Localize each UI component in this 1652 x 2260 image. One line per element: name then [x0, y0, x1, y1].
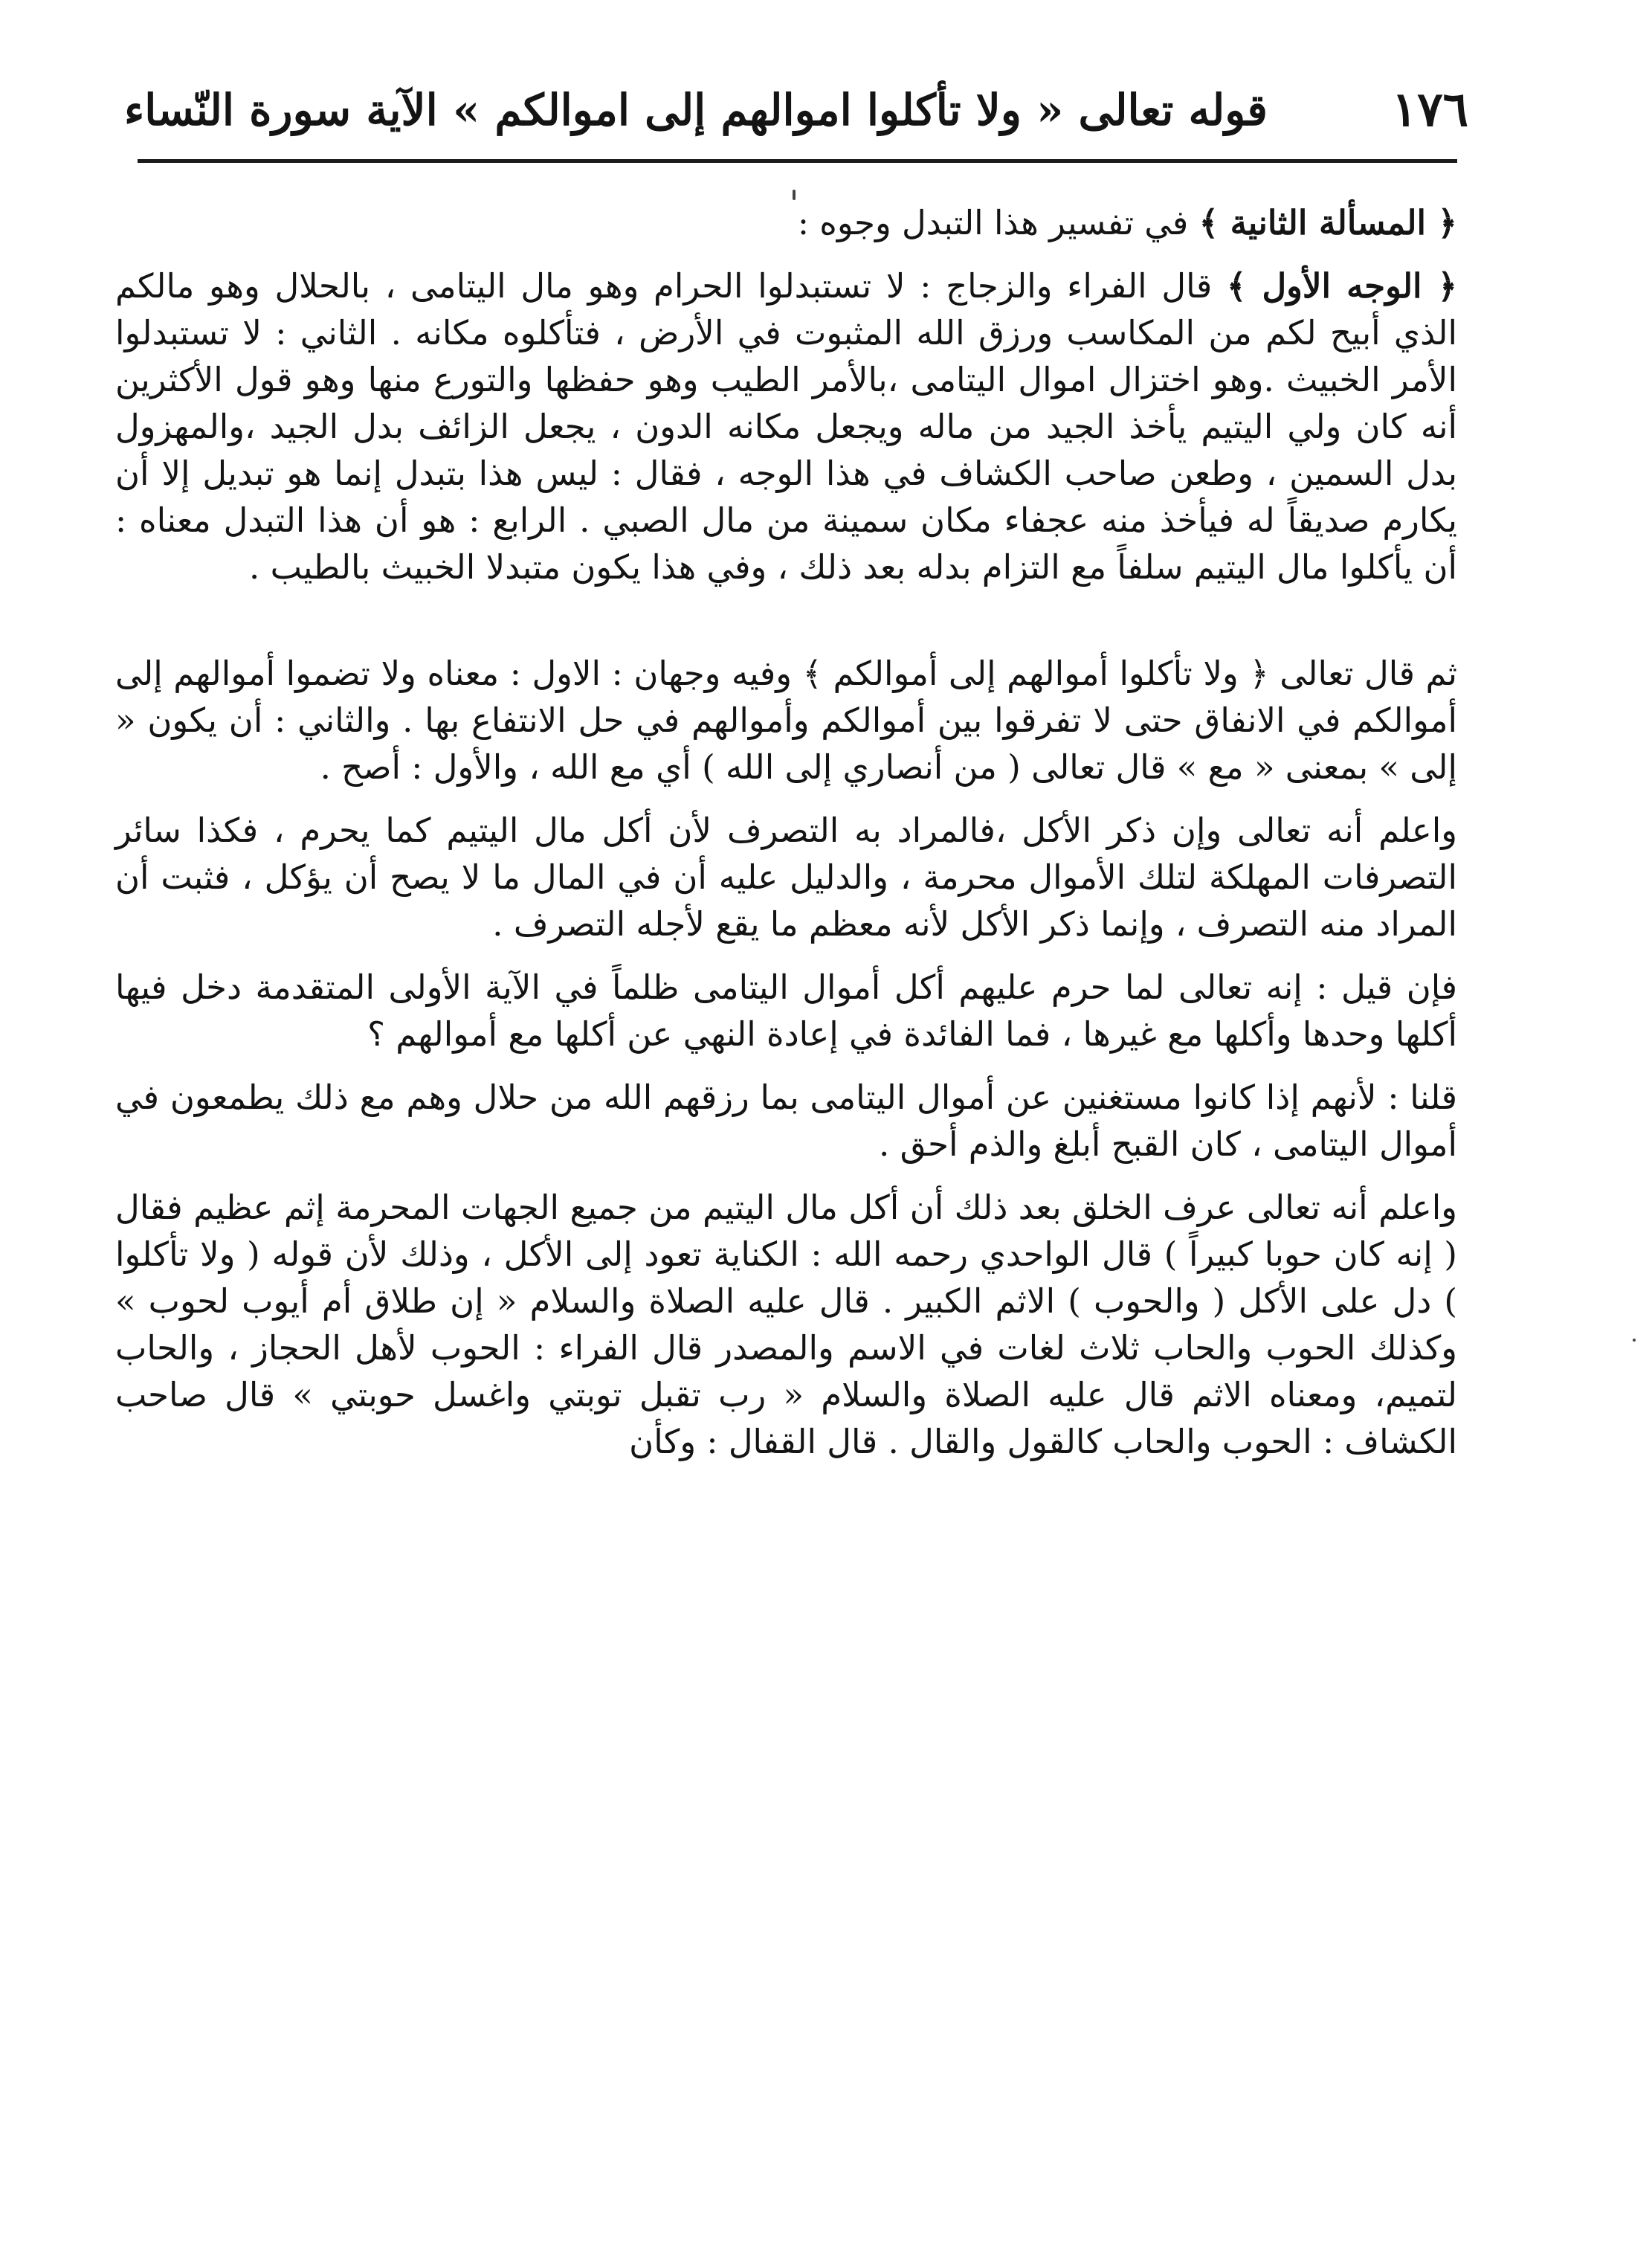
paragraph-text: فإن قيل : إنه تعالى لما حرم عليهم أكل أموال اليتامى ظلماً في الآية الأولى المتقدمة دخل فيها أكلها وحدها وأكلها مع غيرها ، فما الفائدة في إعادة النهي عن أكلها مع أموالهم ؟: [115, 968, 1457, 1054]
paragraph-text: ثم قال تعالى ﴿ ولا تأكلوا أموالهم إلى أموالكم ﴾ وفيه وجهان : الاول : معناه ولا تضموا أموالهم إلى أموالكم في الانفاق حتى لا تفرقوا بين أموالكم وأموالهم في حل الانتفاع بها . والثاني : أن يكون « إلى » بمعنى « مع » قال تعالى ( من أنصاري إلى الله ) أي مع الله ، والأول : أصح .: [115, 654, 1457, 787]
paragraph-hawb: [115, 1184, 1457, 1465]
main-text: [115, 199, 1457, 1481]
page-number: ١٧٦: [1391, 82, 1468, 138]
paragraph-question: [115, 964, 1457, 1057]
paragraph-lead: ﴿ الوجه الأول ﴾: [1227, 266, 1457, 306]
scan-speck: [793, 190, 796, 200]
paragraph-verse-explanation: [115, 650, 1457, 791]
paragraph-text: قال الفراء والزجاج : لا تستبدلوا الحرام وهو مال اليتامى ، بالحلال وهو مالكم الذي أبيح لكم من المكاسب ورزق الله المثبوت في الأرض ، فتأكلوه مكانه . الثاني : لا تستبدلوا الأمر الخبيث .وهو اختزال اموال اليتامى ،بالأمر الطيب وهو حفظها والتورع منها وهو قول الأكثرين أنه كان ولي اليتيم يأخذ الجيد من ماله ويجعل مكانه الدون ، يجعل الزائف بدل الجيد ،والمهزول بدل السمين ، وطعن صاحب الكشاف في هذا الوجه ، فقال : ليس هذا بتبدل إنما هو تبديل إلا أن يكارم صديقاً له فيأخذ منه عجفاء مكان سمينة من مال الصبي . الرابع : هو أن هذا التبدل معناه : أن يأكلوا مال اليتيم سلفاً مع التزام بدله بعد ذلك ، وفي هذا يكون متبدلا الخبيث بالطيب .: [115, 266, 1457, 587]
paragraph-text: واعلم أنه تعالى عرف الخلق بعد ذلك أن أكل مال اليتيم من جميع الجهات المحرمة إثم عظيم فقال ( إنه كان حوبا كبيراً ) قال الواحدي رحمه الله : الكناية تعود إلى الأكل ، وذلك لأن قوله ( ولا تأكلوا ) دل على الأكل ( والحوب ) الاثم الكبير . قال عليه الصلاة والسلام « إن طلاق أم أيوب لحوب » وكذلك الحوب والحاب ثلاث لغات في الاسم والمصدر قال الفراء : الحوب لأهل الحجاز ، والحاب لتميم، ومعناه الاثم قال عليه الصلاة والسلام « رب تقبل توبتي واغسل حوبتي » قال صاحب الكشاف : الحوب والحاب كالقول والقال . قال القفال : وكأن: [115, 1188, 1457, 1461]
running-title: قوله تعالى « ولا تأكلوا اموالهم إلى اموالكم » الآية سورة النّساء: [124, 85, 1268, 135]
paragraph-issue-two: [115, 199, 1457, 246]
paragraph-text: واعلم أنه تعالى وإن ذكر الأكل ،فالمراد به التصرف لأن أكل مال اليتيم كما يحرم ، فكذا سائر التصرفات المهلكة لتلك الأموال محرمة ، والدليل عليه أن في المال ما لا يصح أن يؤكل ، فثبت أن المراد منه التصرف ، وإنما ذكر الأكل لأنه معظم ما يقع لأجله التصرف .: [115, 811, 1457, 944]
paragraph-first-aspect: [115, 263, 1457, 590]
scan-speck: [1633, 1339, 1636, 1342]
paragraph-answer: [115, 1074, 1457, 1168]
paragraph-text: قلنا : لأنهم إذا كانوا مستغنين عن أموال اليتامى بما رزقهم الله من حلال وهم مع ذلك يطمعون في أموال اليتامى ، كان القبح أبلغ والذم أحق .: [115, 1078, 1457, 1164]
header-divider: [138, 159, 1457, 163]
page-header: [124, 65, 1468, 155]
paragraph-lead: ﴿ المسألة الثانية ﴾: [1198, 203, 1457, 242]
paragraph-eating-meaning: [115, 807, 1457, 947]
paragraph-text: في تفسير هذا التبدل وجوه :: [797, 203, 1199, 242]
